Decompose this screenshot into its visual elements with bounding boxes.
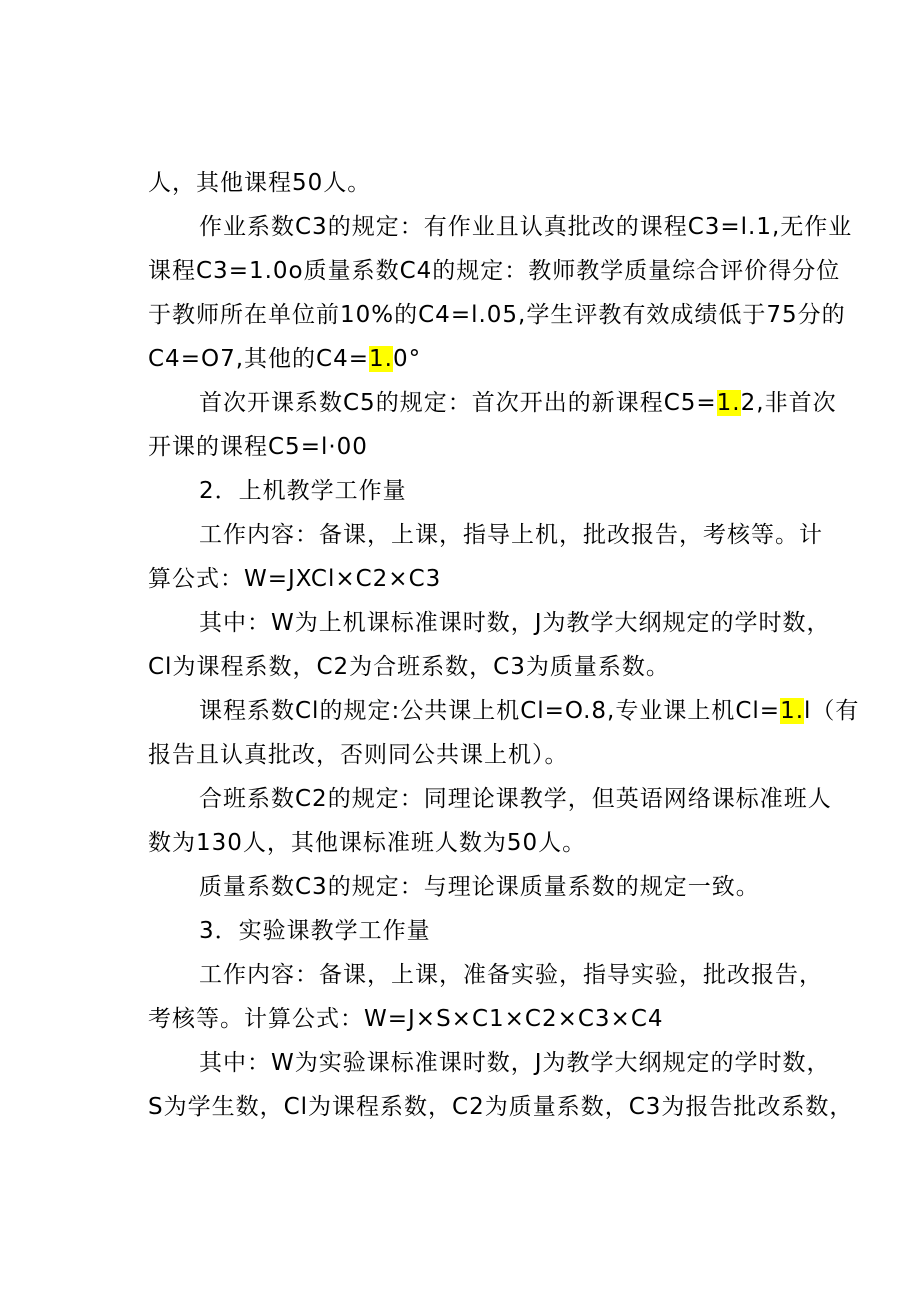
text-line: 其中：W为实验课标准课时数，J为教学大纲规定的学时数， [199,1050,831,1076]
text-line: 报告且认真批改，否则同公共课上机）。 [148,742,569,768]
text-line: 作业系数C3的规定：有作业且认真批改的课程C3=l.1,无作业 [199,214,853,240]
text-segment: 首次开课系数C5的规定：首次开出的新课程C5= [199,390,717,416]
text-segment: 0° [392,346,422,372]
text-line: 算公式：W=JXCl×C2×C3 [148,566,442,592]
section-heading: 3．实验课教学工作量 [199,918,431,944]
text-line: 开课的课程C5=l·00 [148,434,368,460]
text-line: 其中：W为上机课标准课时数，J为教学大纲规定的学时数， [199,610,831,636]
text-line: 于教师所在单位前10%的C4=l.05,学生评教有效成绩低于75分的 [148,302,846,328]
text-line: 质量系数C3的规定：与理论课质量系数的规定一致。 [199,874,760,900]
text-line: 考核等。计算公式：W=J×S×C1×C2×C3×C4 [148,1006,664,1032]
text-line: S为学生数，Cl为课程系数，C2为质量系数，C3为报告批改系数， [148,1094,854,1120]
text-line [148,339,808,379]
highlighted-text: 1. [780,698,805,724]
highlighted-text: 1. [368,346,393,372]
text-line: Cl为课程系数，C2为合班系数，C3为质量系数。 [148,654,670,680]
text-segment: 2,非首次 [740,390,837,416]
text-line: 合班系数C2的规定：同理论课教学，但英语网络课标准班人 [199,786,832,812]
text-segment: l（有 [804,698,860,724]
text-line: 数为130人，其他课标准班人数为50人。 [148,830,587,856]
text-segment: 课程系数Cl的规定:公共课上机Cl=O.8,专业课上机Cl= [199,698,781,724]
text-line [199,383,837,423]
highlighted-text: 1. [716,390,741,416]
text-line: 课程C3=1.0o质量系数C4的规定：教师教学质量综合评价得分位 [148,258,841,284]
text-line: 人，其他课程50人。 [148,170,372,196]
text-segment: C4=O7,其他的C4= [148,346,369,372]
text-line [199,691,860,731]
text-line: 工作内容：备课，上课，指导上机，批改报告，考核等。计 [199,522,823,548]
section-heading: 2．上机教学工作量 [199,478,407,504]
text-line: 工作内容：备课，上课，准备实验，指导实验，批改报告， [199,962,823,988]
